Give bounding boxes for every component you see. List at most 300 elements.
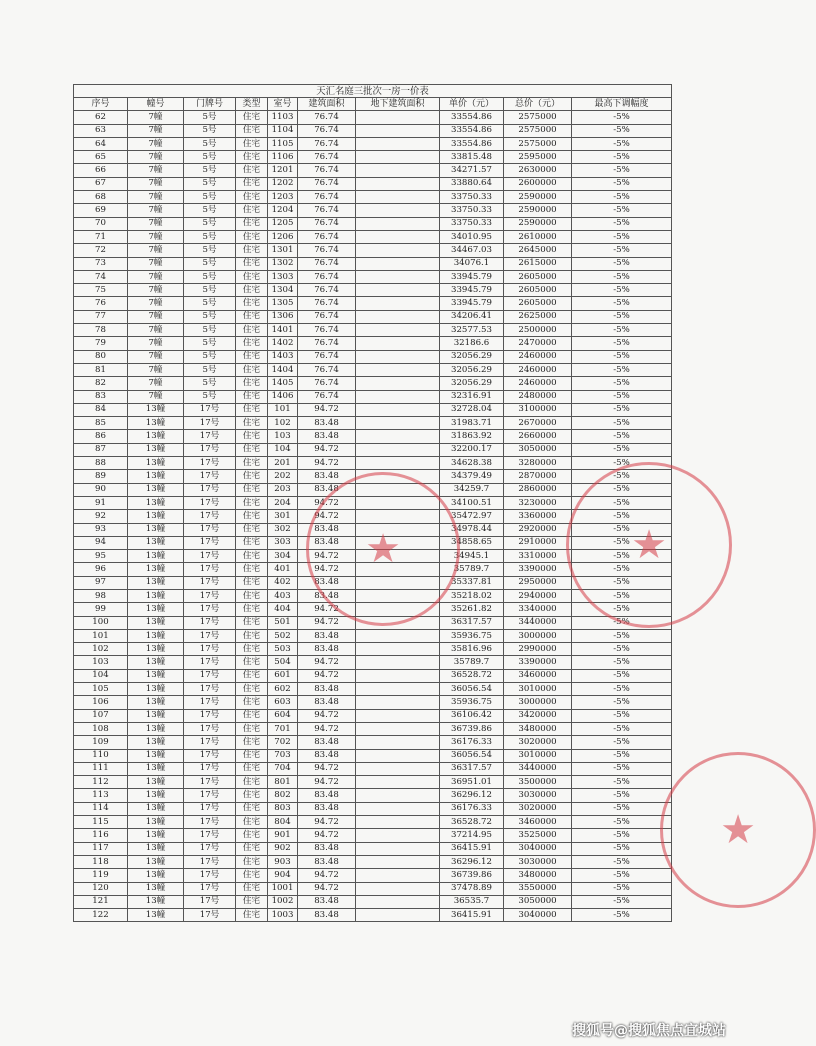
table-cell: 2590000 xyxy=(504,217,572,230)
table-row xyxy=(74,377,672,390)
table-cell: 5号 xyxy=(184,324,236,337)
table-cell: 住宅 xyxy=(236,643,268,656)
table-row xyxy=(74,869,672,882)
table-cell: 住宅 xyxy=(236,656,268,669)
table-cell: -5% xyxy=(572,430,672,443)
table-cell: 36739.86 xyxy=(440,869,504,882)
table-cell: 住宅 xyxy=(236,257,268,270)
table-cell: 76.74 xyxy=(298,191,356,204)
table-cell: 34010.95 xyxy=(440,230,504,243)
table-cell: -5% xyxy=(572,324,672,337)
table-cell: -5% xyxy=(572,523,672,536)
table-cell: 119 xyxy=(74,869,128,882)
table-cell: 3500000 xyxy=(504,776,572,789)
table-cell: 5号 xyxy=(184,363,236,376)
table-cell: -5% xyxy=(572,882,672,895)
table-cell: 住宅 xyxy=(236,496,268,509)
table-cell: 2610000 xyxy=(504,230,572,243)
table-cell: 83.48 xyxy=(298,789,356,802)
table-cell xyxy=(356,510,440,523)
table-cell: 113 xyxy=(74,789,128,802)
table-row xyxy=(74,124,672,137)
table-cell: 3340000 xyxy=(504,603,572,616)
table-cell: 80 xyxy=(74,350,128,363)
table-cell: -5% xyxy=(572,576,672,589)
table-cell: -5% xyxy=(572,230,672,243)
table-cell xyxy=(356,855,440,868)
table-cell: 17号 xyxy=(184,457,236,470)
table-cell: 903 xyxy=(268,855,298,868)
table-cell: 住宅 xyxy=(236,789,268,802)
table-cell: 3390000 xyxy=(504,563,572,576)
table-cell: 94.72 xyxy=(298,669,356,682)
table-cell: 5号 xyxy=(184,177,236,190)
table-cell: 住宅 xyxy=(236,536,268,549)
table-cell: 住宅 xyxy=(236,736,268,749)
table-cell: 2950000 xyxy=(504,576,572,589)
table-cell: 5号 xyxy=(184,164,236,177)
table-cell xyxy=(356,217,440,230)
table-cell: 35816.96 xyxy=(440,643,504,656)
table-cell: 17号 xyxy=(184,696,236,709)
table-cell: 36415.91 xyxy=(440,909,504,922)
table-cell: 5号 xyxy=(184,270,236,283)
table-cell: 3030000 xyxy=(504,789,572,802)
table-cell: 35337.81 xyxy=(440,576,504,589)
table-cell: 13幢 xyxy=(128,882,184,895)
table-row xyxy=(74,457,672,470)
table-cell: 2625000 xyxy=(504,310,572,323)
table-cell: 7幢 xyxy=(128,137,184,150)
table-cell: 住宅 xyxy=(236,776,268,789)
table-row xyxy=(74,324,672,337)
table-cell xyxy=(356,390,440,403)
table-row xyxy=(74,270,672,283)
table-row xyxy=(74,244,672,257)
column-header: 最高下调幅度 xyxy=(572,98,672,111)
table-cell: 72 xyxy=(74,244,128,257)
table-cell: 7幢 xyxy=(128,164,184,177)
table-cell: 83.48 xyxy=(298,430,356,443)
table-cell: 3020000 xyxy=(504,802,572,815)
table-cell: -5% xyxy=(572,403,672,416)
table-cell: 1203 xyxy=(268,191,298,204)
table-cell: 7幢 xyxy=(128,177,184,190)
table-cell: 17号 xyxy=(184,403,236,416)
table-cell: 17号 xyxy=(184,563,236,576)
table-cell: 403 xyxy=(268,589,298,602)
table-cell: 107 xyxy=(74,709,128,722)
table-cell xyxy=(356,683,440,696)
table-cell: -5% xyxy=(572,470,672,483)
table-cell: 5号 xyxy=(184,377,236,390)
table-row xyxy=(74,164,672,177)
table-cell: 13幢 xyxy=(128,550,184,563)
table-cell: -5% xyxy=(572,722,672,735)
table-cell: 7幢 xyxy=(128,244,184,257)
table-cell: 106 xyxy=(74,696,128,709)
table-cell: 住宅 xyxy=(236,603,268,616)
table-cell: 5号 xyxy=(184,151,236,164)
table-cell: 36739.86 xyxy=(440,722,504,735)
table-cell: 81 xyxy=(74,363,128,376)
table-cell: 7幢 xyxy=(128,363,184,376)
table-cell: -5% xyxy=(572,629,672,642)
table-row xyxy=(74,603,672,616)
table-cell: 1001 xyxy=(268,882,298,895)
table-cell: 703 xyxy=(268,749,298,762)
table-cell: 1406 xyxy=(268,390,298,403)
table-cell: 住宅 xyxy=(236,869,268,882)
table-cell: 35261.82 xyxy=(440,603,504,616)
table-cell: 17号 xyxy=(184,855,236,868)
table-cell: 住宅 xyxy=(236,483,268,496)
table-cell: 1003 xyxy=(268,909,298,922)
table-row xyxy=(74,802,672,815)
table-cell: 32056.29 xyxy=(440,377,504,390)
table-cell: 83.48 xyxy=(298,802,356,815)
table-cell: 105 xyxy=(74,683,128,696)
table-cell: 94.72 xyxy=(298,443,356,456)
table-cell: 住宅 xyxy=(236,550,268,563)
table-cell xyxy=(356,669,440,682)
table-cell: 303 xyxy=(268,536,298,549)
table-cell xyxy=(356,589,440,602)
table-cell: 2575000 xyxy=(504,137,572,150)
table-cell xyxy=(356,284,440,297)
table-cell xyxy=(356,829,440,842)
table-cell xyxy=(356,257,440,270)
table-cell: 94.72 xyxy=(298,510,356,523)
table-cell: -5% xyxy=(572,111,672,124)
table-cell: 住宅 xyxy=(236,204,268,217)
table-row xyxy=(74,177,672,190)
table-cell: 13幢 xyxy=(128,603,184,616)
table-title: 天汇名庭三批次一房一价表 xyxy=(74,85,672,98)
table-cell: 36317.57 xyxy=(440,762,504,775)
table-cell: 101 xyxy=(74,629,128,642)
table-cell: 住宅 xyxy=(236,430,268,443)
table-cell: 33945.79 xyxy=(440,284,504,297)
table-cell: 1303 xyxy=(268,270,298,283)
table-cell xyxy=(356,895,440,908)
table-cell: -5% xyxy=(572,164,672,177)
table-cell: -5% xyxy=(572,829,672,842)
table-cell: 1204 xyxy=(268,204,298,217)
table-cell: 70 xyxy=(74,217,128,230)
table-row xyxy=(74,776,672,789)
table-cell: 2605000 xyxy=(504,297,572,310)
table-cell: 94.72 xyxy=(298,882,356,895)
column-header: 单价（元） xyxy=(440,98,504,111)
table-cell: 住宅 xyxy=(236,523,268,536)
table-cell: 13幢 xyxy=(128,430,184,443)
table-cell: 501 xyxy=(268,616,298,629)
table-row xyxy=(74,470,672,483)
table-cell: 住宅 xyxy=(236,443,268,456)
table-cell: 83.48 xyxy=(298,589,356,602)
table-cell: -5% xyxy=(572,390,672,403)
table-cell: 17号 xyxy=(184,802,236,815)
table-cell: 住宅 xyxy=(236,589,268,602)
table-cell: 34978.44 xyxy=(440,523,504,536)
table-cell: 36296.12 xyxy=(440,789,504,802)
table-cell: 住宅 xyxy=(236,722,268,735)
table-cell: 5号 xyxy=(184,310,236,323)
table-cell: 93 xyxy=(74,523,128,536)
table-cell: 904 xyxy=(268,869,298,882)
table-cell: 97 xyxy=(74,576,128,589)
table-cell: 1104 xyxy=(268,124,298,137)
table-cell: 94.72 xyxy=(298,616,356,629)
table-cell: 100 xyxy=(74,616,128,629)
table-cell: 13幢 xyxy=(128,470,184,483)
table-cell xyxy=(356,842,440,855)
table-cell: 67 xyxy=(74,177,128,190)
column-header: 幢号 xyxy=(128,98,184,111)
table-cell: 36317.57 xyxy=(440,616,504,629)
table-cell xyxy=(356,350,440,363)
table-cell: -5% xyxy=(572,802,672,815)
table-cell: 76.74 xyxy=(298,244,356,257)
table-cell: 76.74 xyxy=(298,297,356,310)
table-cell: 7幢 xyxy=(128,310,184,323)
table-cell xyxy=(356,496,440,509)
table-cell: 住宅 xyxy=(236,696,268,709)
table-cell: 住宅 xyxy=(236,191,268,204)
table-row xyxy=(74,736,672,749)
table-cell: 2575000 xyxy=(504,111,572,124)
table-cell: -5% xyxy=(572,363,672,376)
table-cell xyxy=(356,244,440,257)
table-cell: 122 xyxy=(74,909,128,922)
table-cell: 83 xyxy=(74,390,128,403)
table-cell: 36296.12 xyxy=(440,855,504,868)
table-cell: -5% xyxy=(572,204,672,217)
table-cell: 2940000 xyxy=(504,589,572,602)
table-cell: 121 xyxy=(74,895,128,908)
table-cell: 83.48 xyxy=(298,576,356,589)
table-cell: 104 xyxy=(268,443,298,456)
table-cell xyxy=(356,310,440,323)
table-cell: 1201 xyxy=(268,164,298,177)
table-cell: 13幢 xyxy=(128,855,184,868)
table-cell: 7幢 xyxy=(128,217,184,230)
table-cell: 2590000 xyxy=(504,204,572,217)
table-cell: -5% xyxy=(572,337,672,350)
table-cell: 住宅 xyxy=(236,709,268,722)
table-cell: 87 xyxy=(74,443,128,456)
table-cell: 32577.53 xyxy=(440,324,504,337)
table-cell: 82 xyxy=(74,377,128,390)
table-cell: -5% xyxy=(572,151,672,164)
table-cell: 37478.89 xyxy=(440,882,504,895)
table-cell: 17号 xyxy=(184,909,236,922)
table-cell: 13幢 xyxy=(128,483,184,496)
table-cell: -5% xyxy=(572,443,672,456)
table-cell: 13幢 xyxy=(128,749,184,762)
table-cell: 36056.54 xyxy=(440,683,504,696)
table-cell: 603 xyxy=(268,696,298,709)
table-cell: 2910000 xyxy=(504,536,572,549)
table-cell: 404 xyxy=(268,603,298,616)
table-cell: 1304 xyxy=(268,284,298,297)
table-cell: 3010000 xyxy=(504,749,572,762)
table-row xyxy=(74,191,672,204)
table-cell: 住宅 xyxy=(236,270,268,283)
table-cell: 住宅 xyxy=(236,576,268,589)
table-row xyxy=(74,217,672,230)
table-cell: 301 xyxy=(268,510,298,523)
table-cell: 36176.33 xyxy=(440,736,504,749)
table-cell: 103 xyxy=(74,656,128,669)
table-cell: 901 xyxy=(268,829,298,842)
table-cell: 76.74 xyxy=(298,350,356,363)
price-table xyxy=(73,84,672,922)
table-cell: 76.74 xyxy=(298,151,356,164)
table-cell xyxy=(356,324,440,337)
table-cell: 住宅 xyxy=(236,855,268,868)
table-cell: 76.74 xyxy=(298,390,356,403)
table-cell: 3480000 xyxy=(504,869,572,882)
table-cell: 62 xyxy=(74,111,128,124)
table-cell xyxy=(356,191,440,204)
table-cell: 住宅 xyxy=(236,324,268,337)
table-cell: -5% xyxy=(572,776,672,789)
table-cell: 35218.02 xyxy=(440,589,504,602)
column-header: 总价（元） xyxy=(504,98,572,111)
table-cell: 7幢 xyxy=(128,350,184,363)
table-cell: 83.48 xyxy=(298,696,356,709)
table-cell: 3525000 xyxy=(504,829,572,842)
table-cell: 13幢 xyxy=(128,909,184,922)
table-cell: 7幢 xyxy=(128,270,184,283)
table-cell: 31863.92 xyxy=(440,430,504,443)
table-cell: 31983.71 xyxy=(440,417,504,430)
table-cell: 34379.49 xyxy=(440,470,504,483)
table-cell: 32186.6 xyxy=(440,337,504,350)
table-cell: 3040000 xyxy=(504,842,572,855)
table-cell: -5% xyxy=(572,124,672,137)
table-cell: 36415.91 xyxy=(440,842,504,855)
table-cell: 5号 xyxy=(184,390,236,403)
table-cell: 3460000 xyxy=(504,816,572,829)
column-header: 门牌号 xyxy=(184,98,236,111)
table-cell: 701 xyxy=(268,722,298,735)
table-cell: 801 xyxy=(268,776,298,789)
table-cell: 2920000 xyxy=(504,523,572,536)
table-cell: 17号 xyxy=(184,709,236,722)
table-row xyxy=(74,789,672,802)
table-cell: 204 xyxy=(268,496,298,509)
table-cell: 5号 xyxy=(184,111,236,124)
table-row xyxy=(74,842,672,855)
table-row xyxy=(74,443,672,456)
table-cell xyxy=(356,470,440,483)
table-cell xyxy=(356,457,440,470)
table-cell: 2575000 xyxy=(504,124,572,137)
table-row xyxy=(74,696,672,709)
table-cell: 83.48 xyxy=(298,629,356,642)
table-cell: 402 xyxy=(268,576,298,589)
table-cell: 13幢 xyxy=(128,789,184,802)
table-cell xyxy=(356,337,440,350)
table-cell: 17号 xyxy=(184,736,236,749)
table-cell: 住宅 xyxy=(236,470,268,483)
table-cell: 17号 xyxy=(184,603,236,616)
table-cell: 1403 xyxy=(268,350,298,363)
table-cell: 65 xyxy=(74,151,128,164)
table-cell: 13幢 xyxy=(128,523,184,536)
table-row xyxy=(74,230,672,243)
table-cell: 34858.65 xyxy=(440,536,504,549)
table-cell xyxy=(356,909,440,922)
table-cell: 1401 xyxy=(268,324,298,337)
column-header: 建筑面积 xyxy=(298,98,356,111)
table-cell: 83.48 xyxy=(298,855,356,868)
table-cell xyxy=(356,882,440,895)
table-cell: 108 xyxy=(74,722,128,735)
table-cell: 33554.86 xyxy=(440,137,504,150)
table-cell: 5号 xyxy=(184,191,236,204)
table-cell: -5% xyxy=(572,603,672,616)
table-cell: 17号 xyxy=(184,656,236,669)
table-cell: 住宅 xyxy=(236,151,268,164)
table-cell: 120 xyxy=(74,882,128,895)
table-cell: 7幢 xyxy=(128,257,184,270)
table-cell: -5% xyxy=(572,244,672,257)
table-cell: 7幢 xyxy=(128,151,184,164)
table-cell: 83.48 xyxy=(298,417,356,430)
table-cell xyxy=(356,603,440,616)
table-cell: -5% xyxy=(572,683,672,696)
table-cell: 33815.48 xyxy=(440,151,504,164)
table-cell: 94.72 xyxy=(298,656,356,669)
table-cell: 住宅 xyxy=(236,137,268,150)
table-cell: 17号 xyxy=(184,669,236,682)
table-cell: 2645000 xyxy=(504,244,572,257)
table-cell: 2615000 xyxy=(504,257,572,270)
table-cell: 94.72 xyxy=(298,816,356,829)
table-cell: 33750.33 xyxy=(440,204,504,217)
table-cell xyxy=(356,696,440,709)
table-cell: 83.48 xyxy=(298,536,356,549)
table-cell: 住宅 xyxy=(236,310,268,323)
table-cell: 63 xyxy=(74,124,128,137)
table-cell: 住宅 xyxy=(236,377,268,390)
table-cell: 17号 xyxy=(184,882,236,895)
table-cell: -5% xyxy=(572,310,672,323)
table-cell: 17号 xyxy=(184,722,236,735)
table-cell: 77 xyxy=(74,310,128,323)
table-cell: 17号 xyxy=(184,616,236,629)
table-cell xyxy=(356,536,440,549)
table-cell: 住宅 xyxy=(236,749,268,762)
table-cell xyxy=(356,177,440,190)
table-cell: 2660000 xyxy=(504,430,572,443)
table-cell: 83.48 xyxy=(298,523,356,536)
table-cell: -5% xyxy=(572,496,672,509)
table-cell: 2600000 xyxy=(504,177,572,190)
table-row xyxy=(74,749,672,762)
table-cell xyxy=(356,137,440,150)
table-cell: -5% xyxy=(572,643,672,656)
table-cell: 92 xyxy=(74,510,128,523)
table-cell: 17号 xyxy=(184,589,236,602)
price-table-sheet xyxy=(73,84,671,922)
table-cell: 住宅 xyxy=(236,669,268,682)
table-cell: 802 xyxy=(268,789,298,802)
